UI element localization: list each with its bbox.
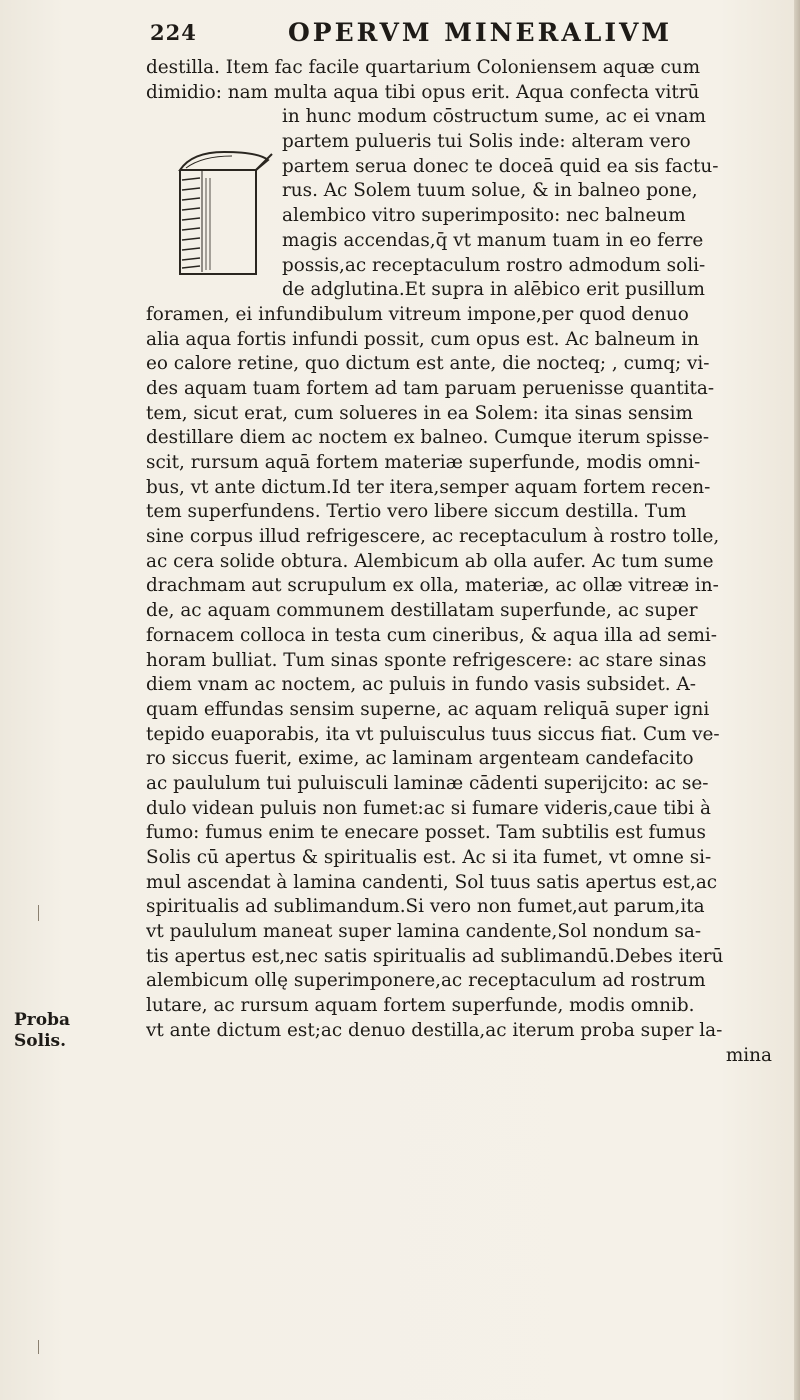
text-line: sine corpus illud refrigescere, ac receptaculum à rostro tolle, bbox=[146, 526, 720, 548]
text-line: alembico vitro superimposito: nec balneum bbox=[282, 205, 686, 227]
text-line: destilla. Item fac facile quartarium Coloniensem aquæ cum bbox=[146, 57, 701, 78]
text-line: ac cera solide obtura. Alembicum ab olla aufer. Ac tum sume bbox=[146, 550, 714, 572]
text-line: Solis cū apertus & spiritualis est. Ac si ita fumet, vt omne si- bbox=[146, 847, 712, 868]
text-line: possis,ac receptaculum rostro admodum soli- bbox=[282, 254, 706, 276]
text-line: de, ac aquam communem destillatam superfunde, ac super bbox=[146, 600, 698, 622]
text-line: alia aqua fortis infundi possit, cum opus est. Ac balneum in bbox=[146, 328, 699, 350]
text-line: dimidio: nam multa aqua tibi opus erit. Aqua confecta vitrū bbox=[146, 81, 700, 103]
paper-mark bbox=[38, 1340, 39, 1354]
text-line: diem vnam ac noctem, ac puluis in fundo vasis subsidet. A- bbox=[146, 674, 696, 696]
text-line: scit, rursum aquā fortem materiæ superfunde, modis omni- bbox=[146, 452, 701, 473]
text-line: bus, vt ante dictum.Id ter itera,semper aquam fortem recen- bbox=[146, 476, 711, 498]
text-line: ro siccus fuerit, exime, ac laminam argenteam candefacito bbox=[146, 748, 694, 770]
text-line: eo calore retine, quo dictum est ante, die nocteq; , cumq; vi- bbox=[146, 353, 710, 375]
page-edge-shadow bbox=[794, 0, 800, 1400]
text-line: vt ante dictum est;ac denuo destilla,ac iterum proba super la- bbox=[146, 1019, 723, 1041]
margin-note bbox=[14, 1010, 114, 1052]
text-line: mul ascendat à lamina candenti, Sol tuus satis apertus est,ac bbox=[146, 871, 718, 893]
text-line: partem serua donec te doceā quid ea sis factu- bbox=[282, 155, 719, 177]
text-line: spiritualis ad sublimandum.Si vero non fumet,aut parum,ita bbox=[146, 896, 705, 918]
text-line: fumo: fumus enim te enecare posset. Tam subtilis est fumus bbox=[146, 822, 706, 844]
text-line: lutare, ac rursum aquam fortem superfunde, modis omnib. bbox=[146, 995, 695, 1017]
text-line: horam bulliat. Tum sinas sponte refrigescere: ac stare sinas bbox=[146, 649, 707, 671]
paper-mark bbox=[38, 905, 39, 921]
text-line: partem pulueris tui Solis inde: alteram vero bbox=[282, 131, 691, 153]
text-line: foramen, ei infundibulum vitreum impone,per quod denuo bbox=[146, 303, 689, 325]
text-line: des aquam tuam fortem ad tam paruam peruenisse quantita- bbox=[146, 377, 715, 399]
text-line: destillare diem ac noctem ex balneo. Cumque iterum spisse- bbox=[146, 427, 710, 449]
running-head: OPERVM MINERALIVM bbox=[288, 18, 673, 47]
text-line: drachmam aut scrupulum ex olla, materiæ, ac ollæ vitreæ in- bbox=[146, 575, 719, 597]
margin-note-line: Solis. bbox=[14, 1031, 67, 1051]
text-line: vt paululum maneat super lamina candente,Sol nondum sa- bbox=[146, 921, 702, 943]
text-line: tepido euaporabis, ita vt puluisculus tuus siccus fiat. Cum ve- bbox=[146, 723, 720, 745]
text-line: in hunc modum cōstructum sume, ac ei vnam bbox=[282, 106, 706, 128]
text-line: fornacem colloca in testa cum cineribus, & aqua illa ad semi- bbox=[146, 624, 718, 646]
text-line: tem superfundens. Tertio vero libere siccum destilla. Tum bbox=[146, 501, 687, 523]
text-line: dulo videan puluis non fumet:ac si fumare videris,caue tibi à bbox=[146, 797, 711, 819]
text-line: quam effundas sensim superne, ac aquam reliquā super igni bbox=[146, 698, 710, 720]
margin-note-line: Proba bbox=[14, 1010, 70, 1030]
text-line: tem, sicut erat, cum solueres in ea Solem: ita sinas sensim bbox=[146, 402, 693, 424]
text-line: tis apertus est,nec satis spiritualis ad sublimandū.Debes iterū bbox=[146, 945, 724, 967]
text-line: magis accendas,q̄ vt manum tuam in eo ferre bbox=[282, 229, 704, 251]
catchword: mina bbox=[725, 1044, 772, 1066]
text-line: de adglutina.Et supra in alēbico erit pusillum bbox=[282, 279, 705, 301]
page-number: 224 bbox=[150, 20, 197, 45]
text-line: rus. Ac Solem tuum solue, & in balneo pone, bbox=[282, 180, 698, 202]
page-header bbox=[150, 12, 770, 52]
text-line: ac paululum tui puluisculi laminæ cādenti superijcito: ac se- bbox=[146, 772, 709, 794]
text-line: alembicum ollę superimponere,ac receptaculum ad rostrum bbox=[146, 970, 706, 992]
body-text bbox=[146, 56, 782, 1068]
